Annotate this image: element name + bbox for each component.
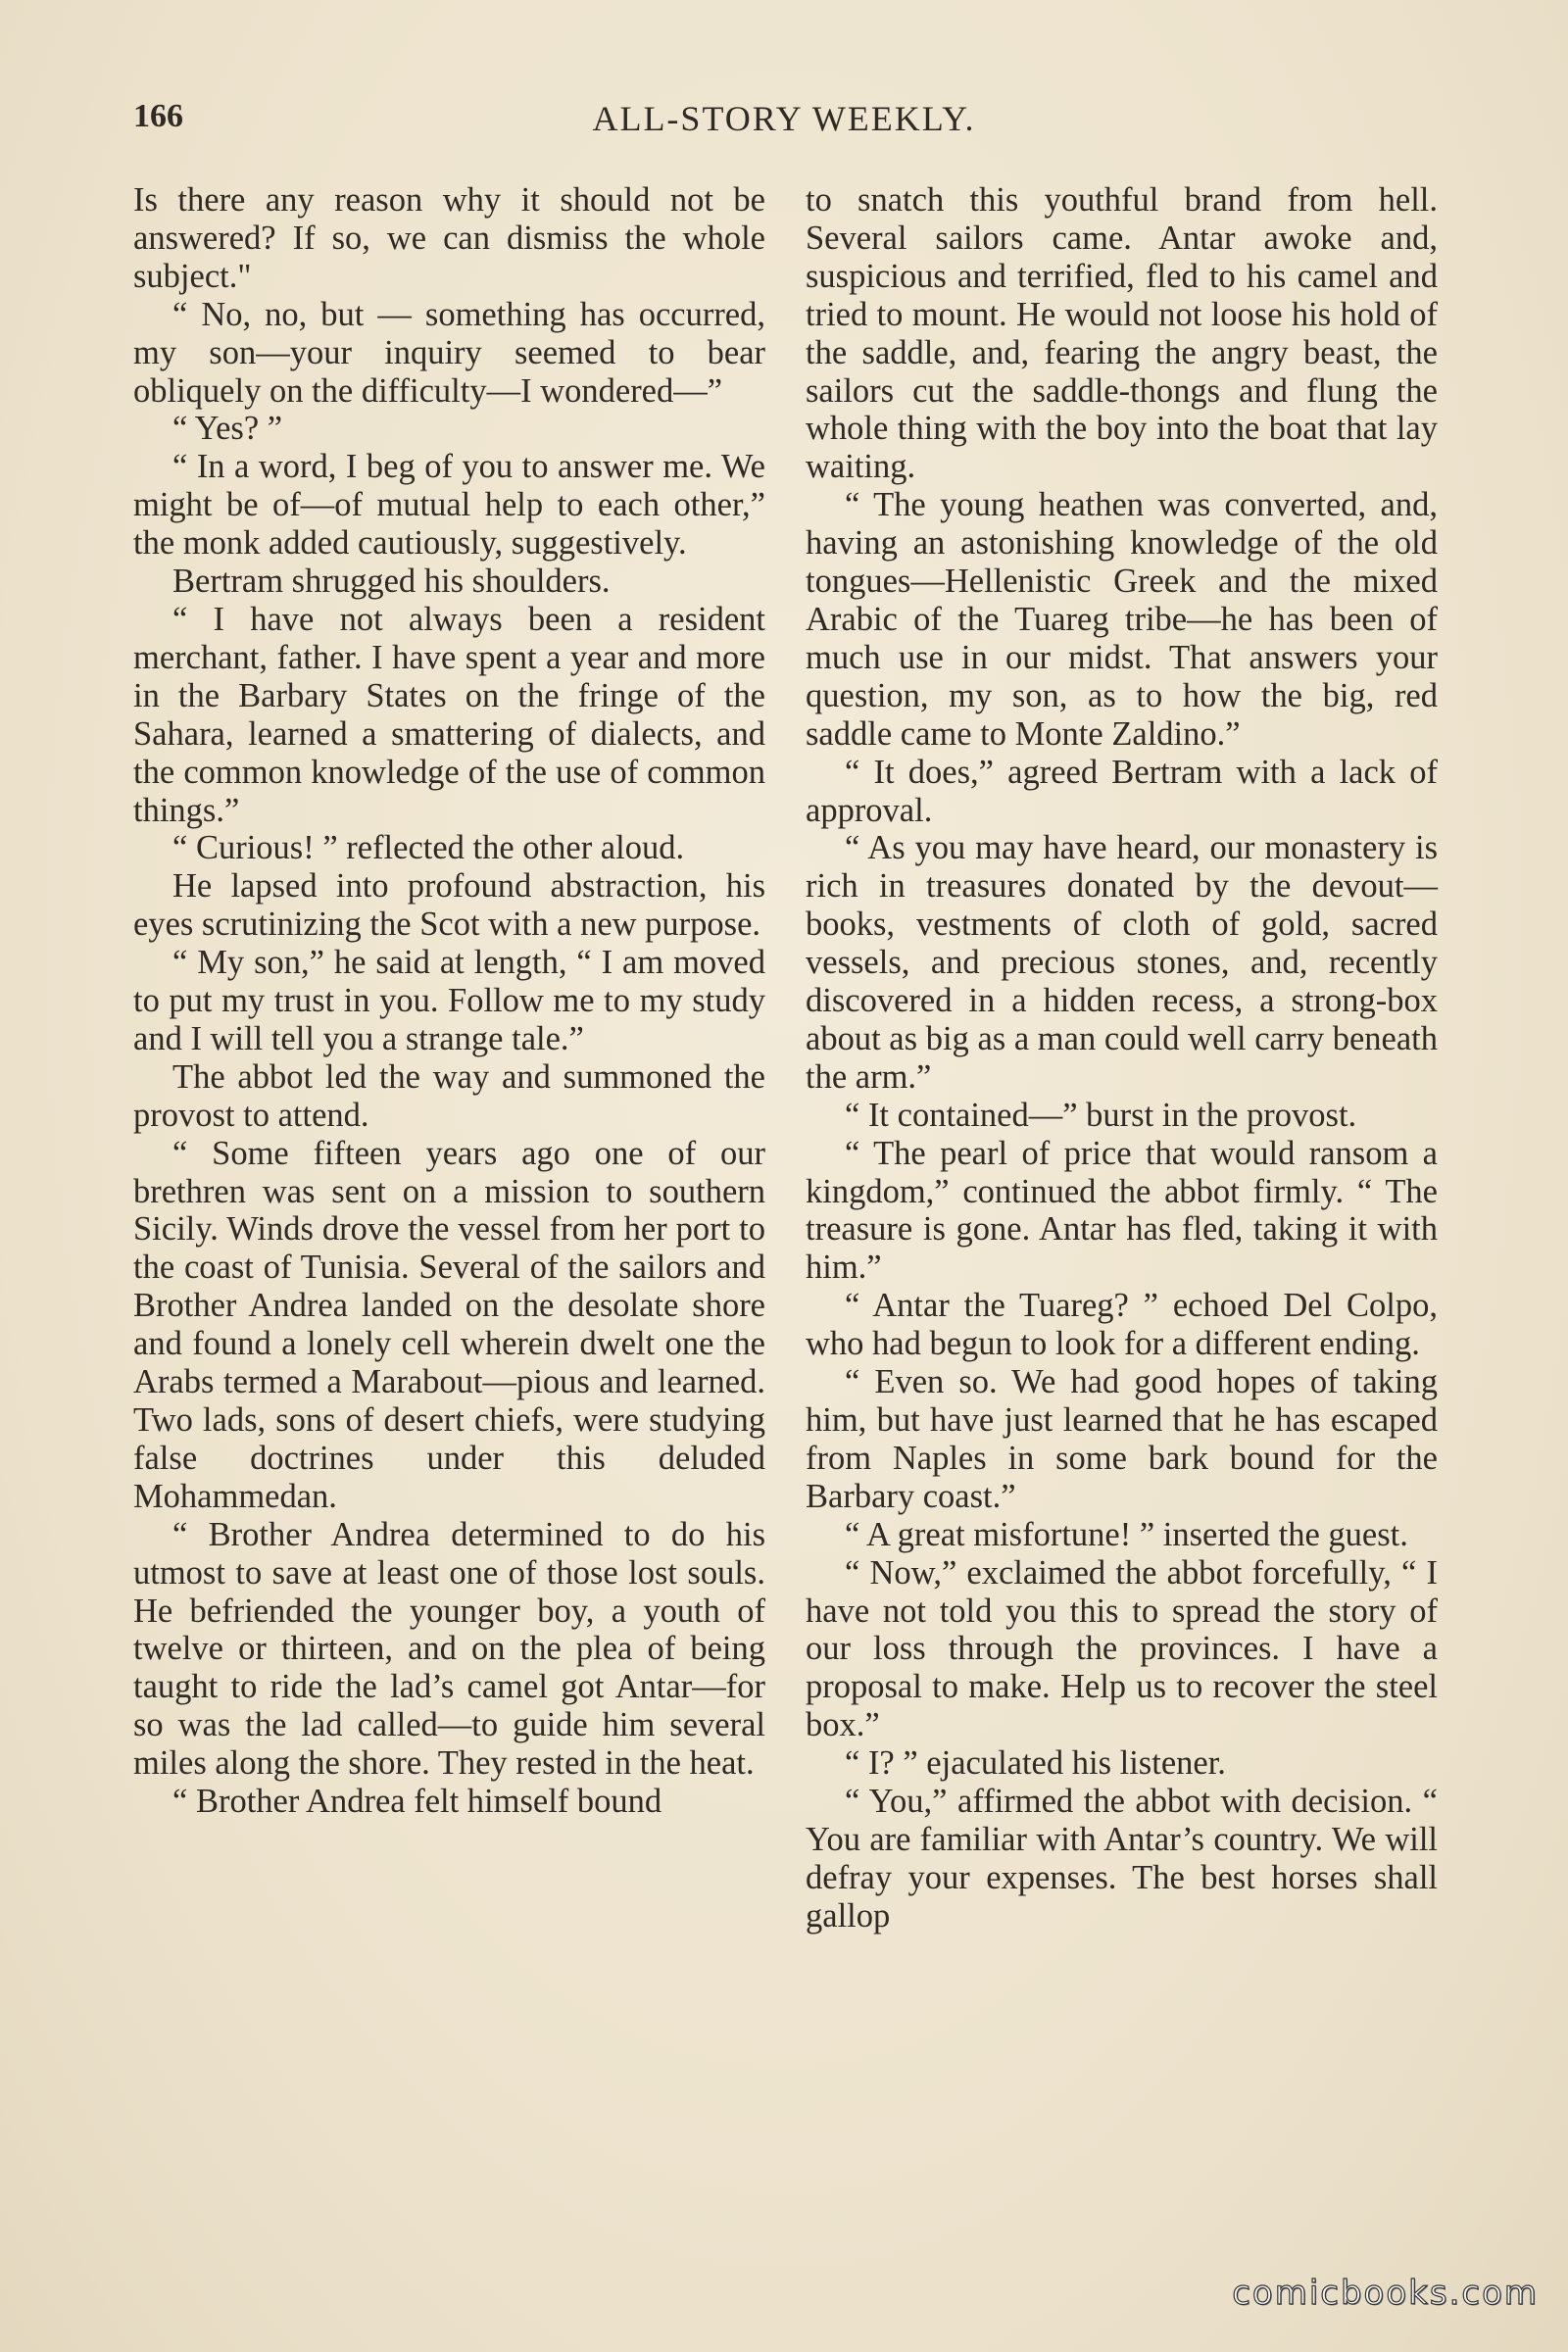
paragraph: “ Even so. We had good hopes of taking him, but have just learned that he has escaped from Naples in some bark bound for the Barbary coast.” bbox=[806, 1363, 1438, 1515]
running-head: ALL-STORY WEEKLY. bbox=[592, 99, 976, 138]
paragraph: “ You,” affirmed the abbot with decision. “ You are familiar with Antar’s country. We will defray your expenses. The best horses shall gallop bbox=[806, 1783, 1438, 1935]
paragraph: “ In a word, I beg of you to answer me. We might be of—of mutual help to each other,” the monk added cautiously, suggestively. bbox=[133, 448, 765, 563]
paragraph: “ Some fifteen years ago one of our brethren was sent on a mission to southern Sicily. Winds drove the vessel from her port to the coast of Tunisia. Several of the sailors and Brother Andrea landed on the desolate shore and found a lonely cell wherein dwelt one the Arabs termed a Marabout—pious and learned. Two lads, sons of desert chiefs, were studying false doctrines under this deluded Mohammedan. bbox=[133, 1134, 765, 1515]
paragraph: “ It does,” agreed Bertram with a lack of approval. bbox=[806, 753, 1438, 829]
page-header bbox=[133, 98, 1435, 157]
paragraph: “ Now,” exclaimed the abbot forcefully, “ I have not told you this to spread the story of our loss through the provinces. I have a proposal to make. Help us to recover the steel box.” bbox=[806, 1553, 1438, 1744]
paragraph: “ No, no, but — something has occurred, my son—your inquiry seemed to bear obliquely on the difficulty—I wondered—” bbox=[133, 295, 765, 410]
paragraph: “ My son,” he said at length, “ I am moved to put my trust in you. Follow me to my study and I will tell you a strange tale.” bbox=[133, 944, 765, 1057]
paragraph: “ Yes? ” bbox=[172, 410, 283, 448]
paragraph: Is there any reason why it should not be answered? If so, we can dismiss the whole subject." bbox=[133, 181, 765, 295]
paragraph: “ I? ” ejaculated his listener. bbox=[845, 1744, 1226, 1783]
paragraph: “ The pearl of price that would ransom a kingdom,” continued the abbot firmly. “ The treasure is gone. Antar has fled, taking it with him.” bbox=[806, 1134, 1438, 1287]
left-column bbox=[133, 181, 765, 1821]
paragraph: “ Curious! ” reflected the other aloud. bbox=[172, 829, 685, 867]
paragraph: Bertram shrugged his shoulders. bbox=[172, 563, 611, 601]
paragraph: “ As you may have heard, our monastery is rich in treasures donated by the devout—books, vestments of cloth of gold, sacred vessels, and precious stones, and, recently discovered in a hidden recess, a strong-box about as big as a man could well carry beneath the arm.” bbox=[806, 829, 1438, 1096]
paragraph: to snatch this youthful brand from hell. Several sailors came. Antar awoke and, suspicious and terrified, fled to his camel and tried to mount. He would not loose his hold of the saddle, and, fearing the angry beast, the sailors cut the saddle-thongs and flung the whole thing with the boy into the boat that lay waiting. bbox=[806, 181, 1438, 486]
paragraph: “ A great misfortune! ” inserted the guest. bbox=[845, 1515, 1408, 1553]
page-number: 166 bbox=[133, 98, 183, 134]
paragraph: “ Brother Andrea determined to do his utmost to save at least one of those lost souls. He befriended the younger boy, a youth of twelve or thirteen, and on the plea of being taught to ride the lad’s camel got Antar—for so was the lad called—to guide him several miles along the shore. They rested in the heat. bbox=[133, 1515, 765, 1783]
right-column bbox=[806, 181, 1438, 1936]
paragraph: He lapsed into profound abstraction, his eyes scrutinizing the Scot with a new purpose. bbox=[133, 867, 765, 944]
paragraph: The abbot led the way and summoned the provost to attend. bbox=[133, 1057, 765, 1134]
paragraph: “ Brother Andrea felt himself bound bbox=[172, 1783, 662, 1821]
paragraph: “ I have not always been a resident merchant, father. I have spent a year and more in the Barbary States on the fringe of the Sahara, learned a smattering of dialects, and the common knowledge of the use of common things.” bbox=[133, 600, 765, 829]
paragraph: “ Antar the Tuareg? ” echoed Del Colpo, who had begun to look for a different ending. bbox=[806, 1287, 1438, 1363]
paragraph: “ The young heathen was converted, and, having an astonishing knowledge of the old tongues—Hellenistic Greek and the mixed Arabic of the Tuareg tribe—he has been of much use in our midst. That answers your question, my son, as to how the big, red saddle came to Monte Zaldino.” bbox=[806, 486, 1438, 753]
paragraph: “ It contained—” burst in the provost. bbox=[845, 1096, 1357, 1134]
watermark: comicbooks.com bbox=[1232, 2274, 1539, 2313]
